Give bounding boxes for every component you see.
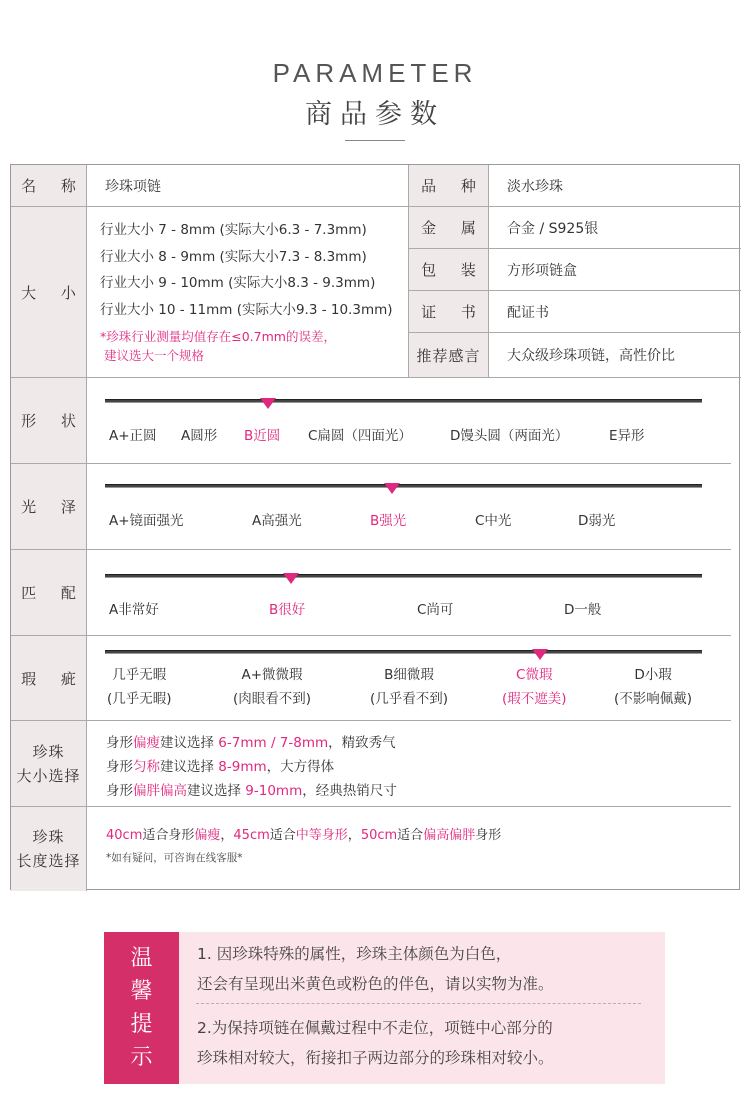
flaw-option-bottom: (几乎看不到) (370, 691, 449, 707)
match-selected-marker (283, 573, 299, 584)
shape-selected-marker (260, 398, 276, 409)
size-choice-line-3: 身形偏胖偏高建议选择 9-10mm，经典热销尺寸 (106, 783, 397, 799)
header-title-en: PARAMETER (272, 58, 478, 88)
variety-value: 淡水珍珠 (489, 165, 741, 207)
size-line-1: 行业大小 7 - 8mm (实际大小6.3 - 7.3mm) (100, 222, 367, 238)
match-option: D一般 (564, 602, 602, 618)
luster-label: 光 泽 (11, 464, 87, 550)
tips-label (104, 932, 179, 1084)
size-line-2: 行业大小 8 - 9mm (实际大小7.3 - 8.3mm) (100, 248, 367, 265)
tips-label-char: 温 (130, 946, 153, 971)
flaw-option-bottom: (瑕不遮美) (502, 691, 567, 707)
match-scale (87, 550, 731, 636)
recommend-label: 推荐感言 (409, 333, 489, 378)
flaw-option (107, 663, 172, 711)
size-choice-label-line-2: 大小选择 (16, 766, 81, 785)
tips-label-char: 提 (130, 1012, 153, 1037)
luster-scale (87, 464, 731, 550)
length-choice-note: *如有疑问，可咨询在线客服* (106, 852, 243, 864)
variety-label: 品 种 (409, 165, 489, 207)
tips-line-1: 1. 因珍珠特殊的属性，珍珠主体颜色为白色， (197, 945, 512, 963)
name-label: 名 称 (11, 165, 87, 207)
luster-option: D弱光 (578, 513, 616, 529)
flaw-option-bottom: (不影响佩戴) (614, 691, 693, 707)
tips-divider (196, 1003, 641, 1004)
shape-option: A+正圆 (109, 428, 157, 444)
package-label: 包 装 (409, 249, 489, 291)
shape-scale (87, 378, 731, 464)
size-choice-label-line-1: 珍珠 (32, 742, 65, 761)
shape-option: C扁圆（四面光） (308, 428, 412, 444)
size-choice-label (11, 721, 87, 807)
flaw-option-bottom: (几乎无暇) (107, 691, 172, 707)
size-line-4: 行业大小 10 - 11mm (实际大小9.3 - 10.3mm) (100, 301, 393, 318)
match-option-selected: B很好 (269, 602, 306, 618)
shape-option-selected: B近圆 (244, 428, 281, 444)
shape-option: E异形 (609, 428, 645, 444)
match-option: A非常好 (109, 602, 159, 618)
tips-box (104, 932, 665, 1084)
flaw-selected-marker (532, 649, 548, 660)
flaw-label: 瑕 疵 (11, 636, 87, 721)
recommend-value: 大众级珍珠项链，高性价比 (489, 333, 741, 378)
size-note-line-1: *珍珠行业测量均值存在≤0.7mm的误差， (100, 329, 336, 344)
header-divider (345, 140, 405, 141)
shape-label: 形 状 (11, 378, 87, 464)
size-line-3: 行业大小 9 - 10mm (实际大小8.3 - 9.3mm) (100, 275, 376, 291)
luster-option: A+镜面强光 (109, 513, 184, 529)
flaw-option-top: D小瑕 (634, 667, 672, 683)
tips-line-3: 2.为保持项链在佩戴过程中不走位，项链中心部分的 (197, 1019, 553, 1037)
size-choice-line-2: 身形匀称建议选择 8-9mm，大方得体 (106, 759, 335, 775)
length-choice-label (11, 807, 87, 891)
flaw-option-selected (502, 663, 567, 711)
flaw-scale (87, 636, 731, 721)
flaw-option (370, 663, 448, 711)
size-note (100, 327, 408, 365)
flaw-option-top: A+微微瑕 (241, 667, 303, 683)
flaw-option-bottom: (肉眼看不到) (233, 691, 312, 707)
size-note-line-2: 建议选大一个规格 (103, 348, 204, 363)
tips-line-2: 还会有呈现出米黄色或粉色的伴色，请以实物为准。 (197, 975, 554, 993)
luster-bar (105, 484, 702, 488)
metal-value: 合金 / S925银 (489, 207, 741, 249)
flaw-option-top: C微瑕 (516, 667, 553, 683)
parameter-table (10, 164, 740, 890)
length-choice-label-line-2: 长度选择 (16, 852, 81, 870)
flaw-option (233, 663, 311, 711)
name-value: 珍珠项链 (87, 165, 409, 207)
length-choice-label-line-1: 珍珠 (32, 828, 65, 846)
tips-label-char: 示 (130, 1045, 153, 1070)
cert-label: 证 书 (409, 291, 489, 333)
flaw-option-top: B细微瑕 (384, 667, 434, 683)
match-option: C尚可 (417, 602, 454, 618)
metal-label: 金 属 (409, 207, 489, 249)
match-label: 匹 配 (11, 550, 87, 636)
size-label: 大 小 (11, 207, 87, 378)
luster-option: C中光 (475, 513, 512, 529)
size-info (87, 207, 409, 378)
luster-selected-marker (384, 483, 400, 494)
length-choice-line: 40cm适合身形偏瘦，45cm适合中等身形，50cm适合偏高偏胖身形 (106, 828, 502, 843)
tips-line-4: 珍珠相对较大，衔接扣子两边部分的珍珠相对较小。 (197, 1049, 554, 1067)
luster-option-selected: B强光 (370, 513, 407, 529)
luster-option: A高强光 (252, 513, 302, 529)
flaw-option (614, 663, 692, 711)
shape-bar (105, 399, 702, 403)
shape-option: D馒头圆（两面光） (450, 428, 569, 444)
shape-option: A圆形 (181, 428, 218, 444)
tips-label-char: 馨 (130, 979, 153, 1004)
cert-value: 配证书 (489, 291, 741, 333)
size-choice-line-1: 身形偏瘦建议选择 6-7mm / 7-8mm，精致秀气 (106, 735, 396, 751)
package-value: 方形项链盒 (489, 249, 741, 291)
header-title-cn: 商品参数 (305, 99, 445, 130)
match-bar (105, 574, 702, 578)
flaw-option-top: 几乎无暇 (112, 667, 167, 683)
flaw-bar (105, 650, 702, 654)
